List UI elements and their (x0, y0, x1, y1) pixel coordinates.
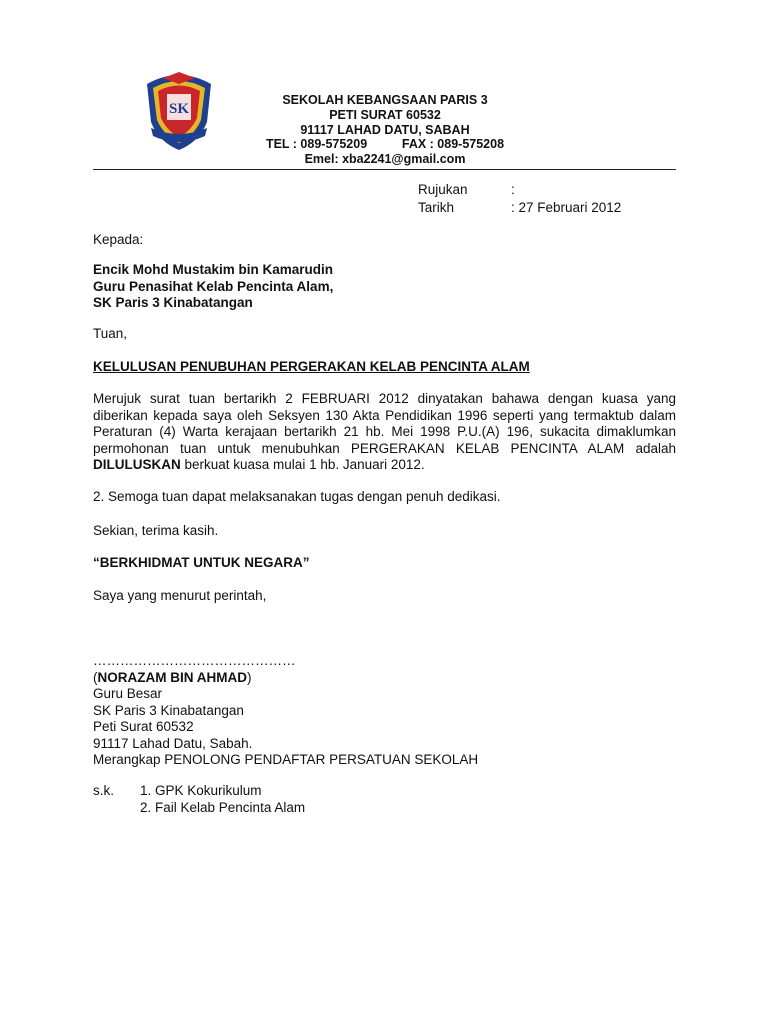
signatory-title: Guru Besar (93, 686, 163, 701)
sk-list (93, 783, 305, 816)
school-name: SEKOLAH KEBANGSAAN PARIS 3 (282, 93, 488, 107)
signatory-role: Merangkap PENOLONG PENDAFTAR PERSATUAN SEKOLAH (93, 752, 479, 767)
crest-text: SK (168, 101, 190, 117)
tarikh-value: : 27 Februari 2012 (511, 200, 622, 215)
recipient-school: SK Paris 3 Kinabatangan (93, 295, 253, 310)
rujukan-label: Rujukan (418, 182, 468, 197)
signatory-po-box: Peti Surat 60532 (93, 719, 194, 734)
reference-block (418, 181, 621, 217)
tarikh-label: Tarikh (418, 200, 455, 215)
body-paragraph-2: 2. Semoga tuan dapat melaksanakan tugas dengan penuh dedikasi. (93, 489, 501, 504)
letterhead (250, 93, 520, 167)
signature-dots: ……………………………………… (93, 653, 296, 668)
body-p1-text-b: berkuat kuasa mulai 1 hb. Januari 2012. (180, 457, 425, 472)
sk-item: 2. Fail Kelab Pencinta Alam (140, 799, 306, 815)
school-po-box: PETI SURAT 60532 (329, 107, 441, 122)
rujukan-value: : (511, 182, 515, 197)
school-crest-icon (143, 70, 215, 152)
subject-line: KELULUSAN PENUBUHAN PERGERAKAN KELAB PENCINTA ALAM (93, 359, 530, 374)
body-p1-text-a: Merujuk surat tuan bertarikh 2 FEBRUARI 2012 dinyatakan bahawa dengan kuasa yang diberikan kepada saya oleh Seksyen 130 Akta Pendidikan 1996 seperti yang termaktub dalam Peraturan (4) Warta kerajaan bertarikh 21 hb. Mei 1998 P.U.(A) 196, sukacita dimaklumkan permohonan tuan untuk menubuhkan PERGERAKAN KELAB PENCINTA ALAM adalah (93, 391, 676, 456)
signoff-line: Saya yang menurut perintah, (93, 588, 267, 603)
salutation: Tuan, (93, 326, 128, 341)
recipient-name: Encik Mohd Mustakim bin Kamarudin (93, 262, 334, 277)
letterhead-divider (93, 169, 676, 170)
paren-close: ) (246, 669, 252, 685)
signatory-school: SK Paris 3 Kinabatangan (93, 702, 244, 718)
kepada-label: Kepada: (93, 232, 144, 247)
signatory-address: 91117 Lahad Datu, Sabah. (93, 735, 253, 751)
sk-label: s.k. (93, 783, 115, 798)
sk-item: 1. GPK Kokurikulum (140, 783, 262, 798)
paren-open: ( (93, 669, 98, 685)
recipient-block (93, 262, 333, 312)
approval-status: DILULUSKAN (93, 457, 181, 472)
body-paragraph-1 (93, 391, 676, 474)
closing-line: Sekian, terima kasih. (93, 523, 219, 538)
recipient-title: Guru Penasihat Kelab Pencinta Alam, (93, 278, 334, 294)
school-contact: TEL : 089-575209 FAX : 089-575208 (265, 137, 505, 152)
signature-block (93, 653, 478, 769)
school-address: 91117 LAHAD DATU, SABAH (300, 122, 470, 137)
signatory-name-line (93, 670, 478, 687)
slogan: “BERKHIDMAT UNTUK NEGARA” (93, 555, 310, 570)
signatory-name: NORAZAM BIN AHMAD (97, 669, 247, 685)
school-email: Emel: xba2241@gmail.com (304, 152, 466, 167)
